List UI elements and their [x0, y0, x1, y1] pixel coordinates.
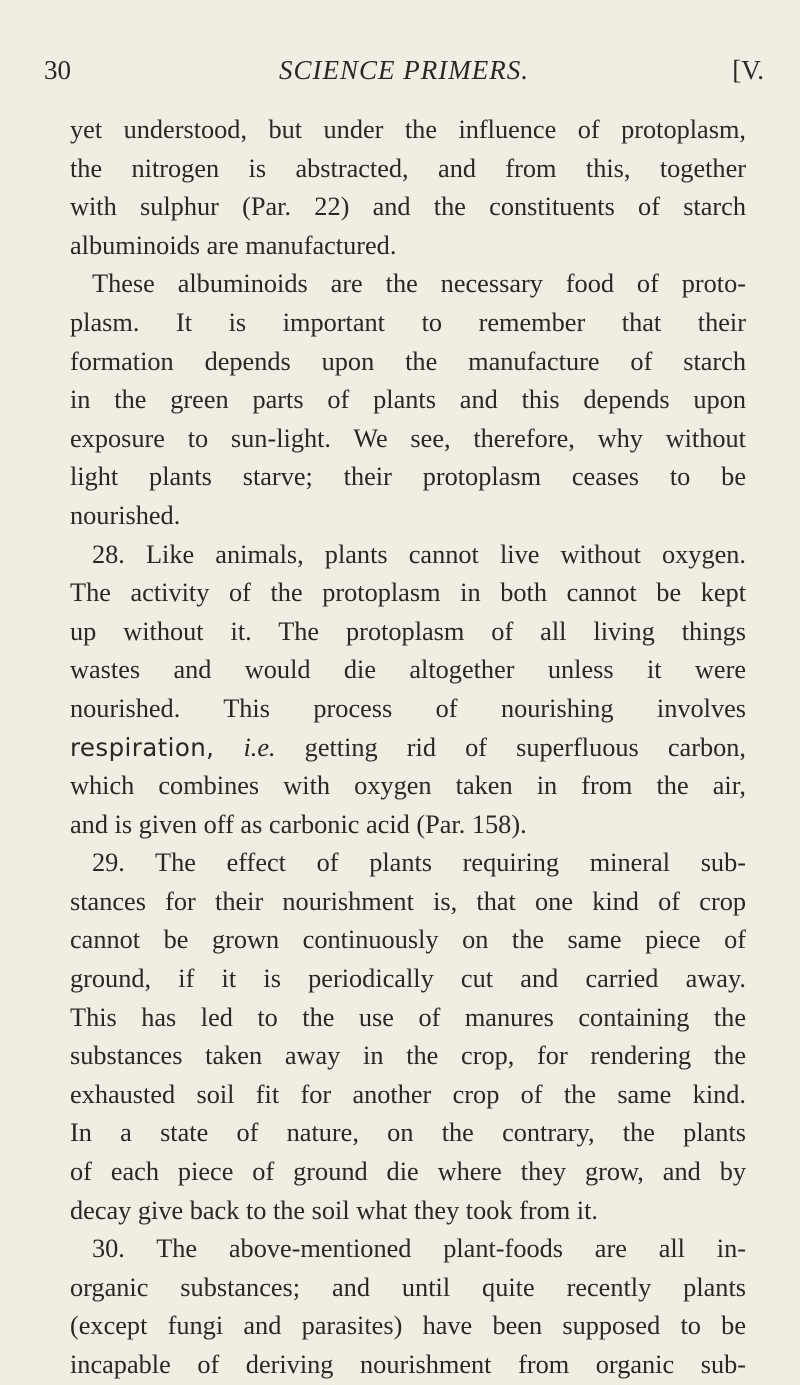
paragraph-start-line: These albuminoids are the necessary food of proto-	[92, 269, 746, 299]
text-line: exposure to sun-light. We see, therefore, why without	[70, 423, 746, 453]
text-line: exhausted soil fit for another crop of the same kind.	[70, 1079, 746, 1109]
text-line: (except fungi and parasites) have been supposed to be	[70, 1311, 746, 1341]
text-fragment: getting rid of superfluous carbon,	[304, 732, 746, 762]
text-line: nourished. This process of nourishing involves	[70, 693, 746, 723]
abbreviation-ie: i.e.	[243, 732, 276, 762]
paragraph-start-line: 29. The effect of plants requiring mineral sub-	[92, 848, 746, 878]
text-line: nourished.	[70, 500, 181, 530]
text-line: the nitrogen is abstracted, and from this, together	[70, 153, 746, 183]
text-line: organic substances; and until quite recently plants	[70, 1272, 746, 1302]
text-line: with sulphur (Par. 22) and the constituents of starch	[70, 192, 746, 222]
text-line: ground, if it is periodically cut and carried away.	[70, 964, 746, 994]
body-text	[70, 111, 746, 1385]
page-number: 30	[44, 55, 71, 85]
text-line: stances for their nourishment is, that one kind of crop	[70, 886, 746, 916]
text-line: albuminoids are manufactured.	[70, 230, 397, 260]
text-line: decay give back to the soil what they took from it.	[70, 1195, 598, 1225]
text-line: of each piece of ground die where they grow, and by	[70, 1157, 746, 1187]
paragraph-start-line: 28. Like animals, plants cannot live without oxygen.	[92, 539, 746, 569]
text-line: formation depends upon the manufacture of starch	[70, 346, 746, 376]
text-line: cannot be grown continuously on the same piece of	[70, 925, 746, 955]
text-line: This has led to the use of manures containing the	[70, 1002, 746, 1032]
text-line: which combines with oxygen taken in from the air,	[70, 771, 746, 801]
running-title: SCIENCE PRIMERS.	[279, 55, 529, 85]
text-line: In a state of nature, on the contrary, the plants	[70, 1118, 746, 1148]
text-line: substances taken away in the crop, for rendering the	[70, 1041, 746, 1071]
section-marker: [V.	[732, 55, 764, 85]
paragraph-start-line: 30. The above-mentioned plant-foods are all in-	[92, 1234, 746, 1264]
term-respiration: respiration,	[70, 732, 215, 762]
text-line: plasm. It is important to remember that their	[70, 307, 746, 337]
text-line: yet understood, but under the influence of protoplasm,	[70, 115, 746, 144]
text-line: up without it. The protoplasm of all living things	[70, 616, 746, 646]
text-line: light plants starve; their protoplasm ceases to be	[70, 462, 746, 492]
text-line: incapable of deriving nourishment from organic sub-	[70, 1350, 746, 1379]
page-header	[44, 50, 764, 90]
text-line: in the green parts of plants and this depends upon	[70, 385, 746, 415]
text-line: The activity of the protoplasm in both cannot be kept	[70, 578, 746, 608]
text-line: and is given off as carbonic acid (Par. 158).	[70, 809, 527, 839]
text-line: wastes and would die altogether unless it were	[70, 655, 746, 685]
text-line	[70, 729, 746, 768]
